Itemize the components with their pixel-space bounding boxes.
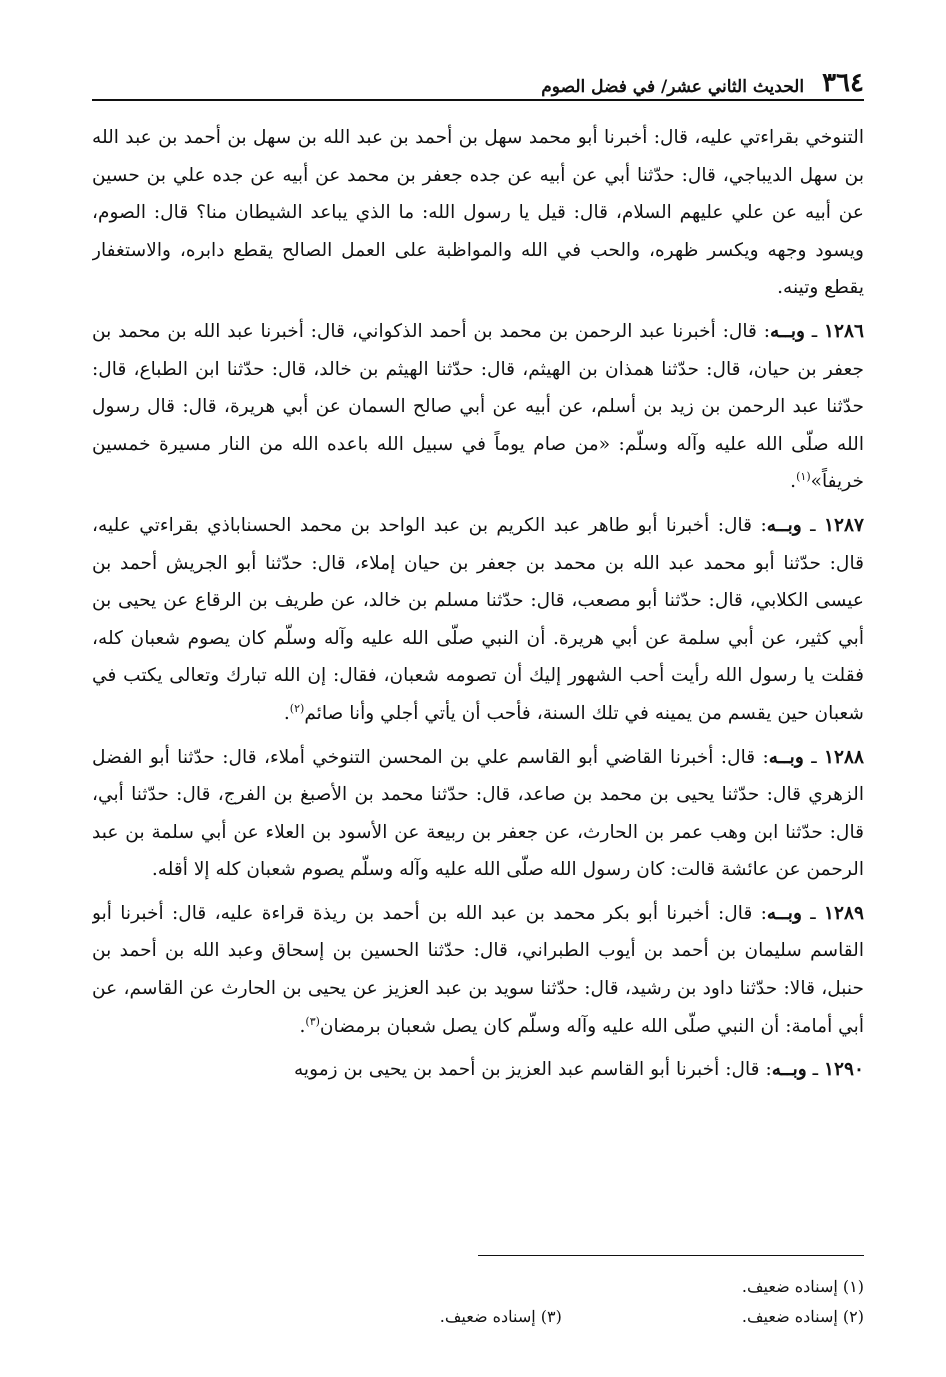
hadith-number: ١٢٩٠ <box>824 1059 864 1081</box>
hadith-chain-marker: وبــه <box>769 320 806 342</box>
paragraph-text: : قال: أخبرنا عبد الرحمن بن محمد بن أحمد الذكواني، قال: أخبرنا عبد الله بن محمد بن جعفر بن حيان، قال: حدّثنا همذان بن الهيثم، قال: حدّثنا الهيثم بن خالد، قال: حدّثنا ابن الطباع، قال: حدّثنا عبد الرحمن بن زيد بن أسلم، عن أبيه عن أبي صالح السمان عن أبي هريرة، قال: قال رسول الله صلّى الله عليه وآله وسلّم: «من صام يوماً في سبيل الله باعده الله من النار مسيرة خمسين خريفاً» <box>92 320 864 493</box>
hadith-1289: ١٢٨٩ ـ وبــه: قال: أخبرنا أبو بكر محمد بن عبد الله بن أحمد بن ريذة قراءة عليه، قال: أخبرنا أبو القاسم سليمان بن أحمد بن أيوب الطبراني، قال: حدّثنا الحسين بن إسحاق وعبد الله بن أحمد بن حنبل، قالا: حدّثنا داود بن رشيد، قال: حدّثنا سويد بن عبد العزيز عن يحيى بن الحارث عن القاسم، عن أبي أمامة: أن النبي صلّى الله عليه وآله وسلّم كان يصل شعبان برمضان$^{(٣)}$. <box>92 902 864 1037</box>
running-head: الحديث الثاني عشر/ في فضل الصوم <box>541 77 805 97</box>
hadith-chain-marker: وبــه <box>766 514 802 536</box>
footnote-ref: (٢) <box>289 701 305 715</box>
footnote-row <box>92 1302 864 1332</box>
paragraph-text: : قال: أخبرنا القاضي أبو القاسم علي بن المحسن التنوخي أملاء، قال: حدّثنا أبو الفضل الزهري قال: حدّثنا يحيى بن محمد بن صاعد، قال: حدّثنا محمد بن الأصبغ بن الفرج، قال: حدّثنا أبي، قال: حدّثنا ابن وهب عمر بن الحارث، عن جعفر بن ربيعة عن الأسود بن العلاء عن أبي سلمة بن عبد الرحمن عن عائشة قالت: كان رسول الله صلّى الله عليه وآله وسلّم يصوم شعبان كله إلا أقله. <box>92 746 864 881</box>
hadith-1286: ١٢٨٦ ـ وبــه: قال: أخبرنا عبد الرحمن بن محمد بن أحمد الذكواني، قال: أخبرنا عبد الله بن محمد بن جعفر بن حيان، قال: حدّثنا همذان بن الهيثم، قال: حدّثنا الهيثم بن خالد، قال: حدّثنا ابن الطباع، قال: حدّثنا عبد الرحمن بن زيد بن أسلم، عن أبيه عن أبي صالح السمان عن أبي هريرة، قال: قال رسول الله صلّى الله عليه وآله وسلّم: «من صام يوماً في سبيل الله باعده الله من النار مسيرة خمسين خريفاً»$^{(١)}$. <box>92 320 864 493</box>
hadith-1288: ١٢٨٨ ـ وبــه: قال: أخبرنا القاضي أبو القاسم علي بن المحسن التنوخي أملاء، قال: حدّثنا أبو الفضل الزهري قال: حدّثنا يحيى بن محمد بن صاعد، قال: حدّثنا محمد بن الأصبغ بن الفرج، قال: حدّثنا أبي، قال: حدّثنا ابن وهب عمر بن الحارث، عن جعفر بن ربيعة عن الأسود بن العلاء عن أبي سلمة بن عبد الرحمن عن عائشة قالت: كان رسول الله صلّى الله عليه وآله وسلّم يصوم شعبان كله إلا أقله. <box>92 746 864 881</box>
hadith-chain-marker: وبــه <box>768 746 804 768</box>
body-text <box>92 119 864 1089</box>
footnote-ref: (١) <box>796 470 811 484</box>
paragraph-text: : قال: أخبرنا أبو القاسم عبد العزيز بن أحمد بن يحيى بن زمويه <box>293 1059 772 1081</box>
footnote-1: (١) إسناده ضعيف. <box>741 1277 864 1296</box>
hadith-1287: ١٢٨٧ ـ وبــه: قال: أخبرنا أبو طاهر عبد الكريم بن عبد الواحد بن محمد الحسناباذي بقراءتي عليه، قال: حدّثنا أبو محمد عبد الله بن محمد بن جعفر بن حيان إملاء، قال: حدّثنا أبو الجريش أحمد بن عيسى الكلابي، قال: حدّثنا أبو مصعب، قال: حدّثنا مسلم بن خالد، عن طريف بن الرقاع عن يحيى بن أبي كثير، عن أبي سلمة عن أبي هريرة. أن النبي صلّى الله عليه وآله وسلّم كان يصوم شعبان كله، فقلت يا رسول الله رأيت أحب الشهور إليك أن تصومه شعبان، فقال: إن الله تبارك وتعالى يكتب في شعبان حين يقسم من يمينه في تلك السنة، فأحب أن يأتي أجلي وأنا صائم$^{(٢)}$. <box>92 514 864 724</box>
paragraph-text: : قال: أخبرنا أبو بكر محمد بن عبد الله بن أحمد بن ريذة قراءة عليه، قال: أخبرنا أبو القاسم سليمان بن أحمد بن أيوب الطبراني، قال: حدّثنا الحسين بن إسحاق وعبد الله بن أحمد بن حنبل، قالا: حدّثنا داود بن رشيد، قال: حدّثنا سويد بن عبد العزيز عن يحيى بن الحارث عن القاسم، عن أبي أمامة: أن النبي صلّى الله عليه وآله وسلّم كان يصل شعبان برمضان <box>92 902 864 1037</box>
hadith-number: ١٢٨٨ <box>824 746 864 768</box>
page-number: ٣٦٤ <box>822 68 864 98</box>
hadith-chain-marker: وبــه <box>766 902 802 924</box>
hadith-number: ١٢٨٧ <box>824 514 864 536</box>
footnote-2: (٢) إسناده ضعيف. <box>741 1307 864 1326</box>
footnotes <box>92 1272 864 1332</box>
footnote-ref: (٣) <box>305 1014 320 1028</box>
paragraph-text: التنوخي بقراءتي عليه، قال: أخبرنا أبو محمد سهل بن أحمد بن عبد الله بن سهل بن أحمد بن عبد الله بن سهل الديباجي، قال: حدّثنا أبي عن أبيه عن جده جعفر بن محمد عن أبيه عن جده علي بن حسين عن أبيه عن علي عليهم السلام، قال: قيل يا رسول الله: ما الذي يباعد الشيطان منا؟ قال: الصوم، ويسود وجهه ويكسر ظهره، والحب في الله والمواظبة على العمل الصالح يقطع دابره، والاستغفار يقطع وتينه. <box>92 127 864 299</box>
hadith-chain-marker: وبــه <box>771 1059 807 1081</box>
paragraph-continuation <box>92 119 864 307</box>
book-page <box>92 60 864 1340</box>
paragraph-text: : قال: أخبرنا أبو طاهر عبد الكريم بن عبد الواحد بن محمد الحسناباذي بقراءتي عليه، قال: حدّثنا أبو محمد عبد الله بن محمد بن جعفر بن حيان إملاء، قال: حدّثنا أبو الجريش أحمد بن عيسى الكلابي، قال: حدّثنا أبو مصعب، قال: حدّثنا مسلم بن خالد، عن طريف بن الرقاع عن يحيى بن أبي كثير، عن أبي سلمة عن أبي هريرة. أن النبي صلّى الله عليه وآله وسلّم كان يصوم شعبان كله، فقلت يا رسول الله رأيت أحب الشهور إليك أن تصومه شعبان، فقال: إن الله تبارك وتعالى يكتب في شعبان حين يقسم من يمينه في تلك السنة، فأحب أن يأتي أجلي وأنا صائم <box>92 514 864 724</box>
footnote-3: (٣) إسناده ضعيف. <box>439 1307 562 1326</box>
footnote-separator <box>478 1255 864 1256</box>
hadith-number: ١٢٨٦ <box>824 320 864 342</box>
page-header <box>92 60 864 101</box>
hadith-number: ١٢٨٩ <box>824 902 864 924</box>
hadith-1290: ١٢٩٠ ـ وبــه: قال: أخبرنا أبو القاسم عبد العزيز بن أحمد بن يحيى بن زمويه <box>293 1059 864 1081</box>
footnote-row <box>92 1272 864 1302</box>
